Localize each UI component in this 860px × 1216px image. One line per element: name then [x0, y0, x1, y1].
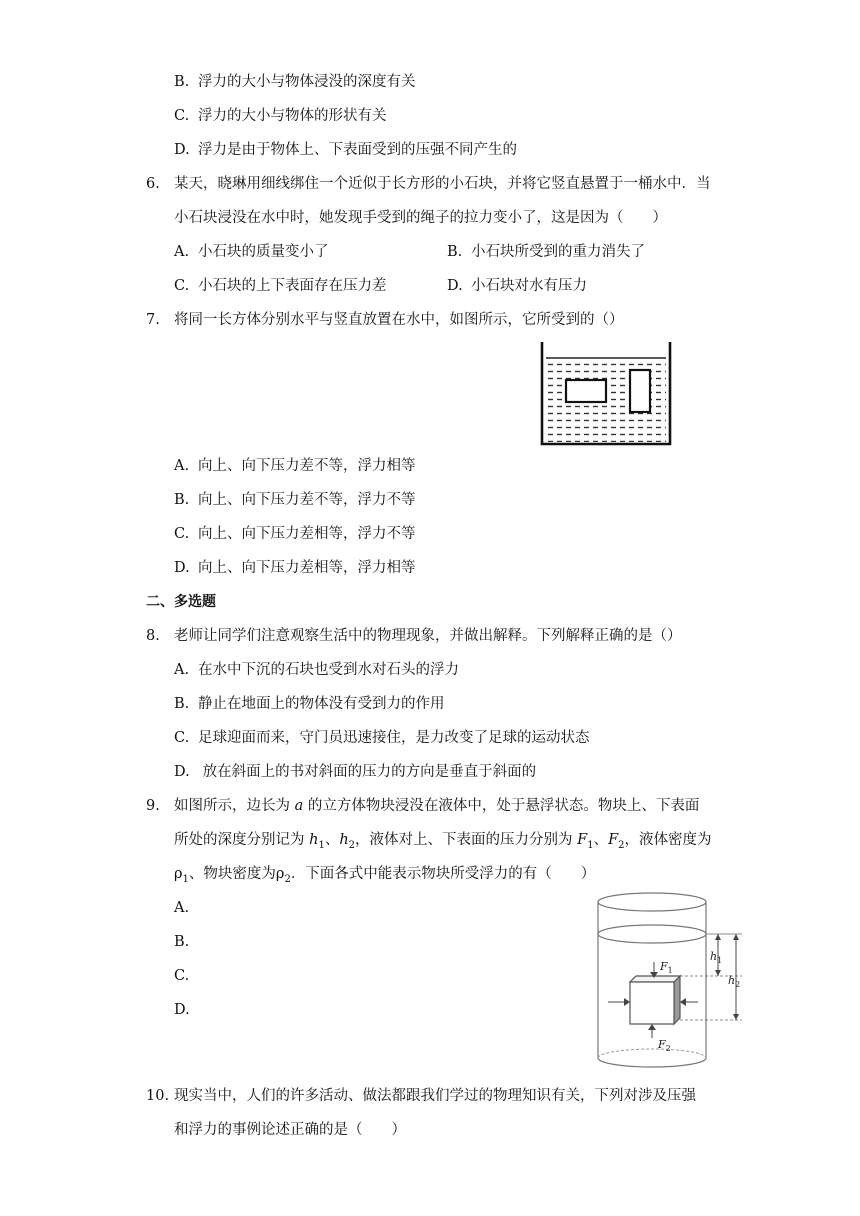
cube-top-face	[630, 976, 680, 982]
q5-option-c: C. 浮力的大小与物体的形状有关	[174, 108, 387, 124]
q8-option-b: B. 静止在地面上的物体没有受到力的作用	[174, 696, 445, 712]
q10-number: 10.	[146, 1088, 170, 1104]
q9-option-b: B.	[174, 934, 190, 950]
q8-option-c: C. 足球迎面而来，守门员迅速接住，是力改变了足球的运动状态	[174, 730, 590, 746]
q6-stem-line2: 小石块浸没在水中时，她发现手受到的绳子的拉力变小了，这是因为（ ）	[174, 210, 667, 226]
q9-stem-line2: 所处的深度分别记为 $h_1$、$h_2$，液体对上、下表面的压力分别为 $F_1$、$F_2$，液体密度为	[174, 832, 712, 851]
label-h1: $h_1$	[710, 950, 723, 965]
q10-stem-line1: 现实当中，人们的许多活动、做法都跟我们学过的物理知识有关，下列对涉及压强	[174, 1088, 696, 1104]
q7-option-a: A. 向上、向下压力差不等，浮力相等	[174, 458, 416, 474]
q6-option-d: D. 小石块对水有压力	[447, 278, 587, 294]
cube-front-face	[630, 982, 674, 1024]
q9-option-a: A.	[174, 900, 190, 916]
label-h2: $h_2$	[728, 974, 741, 989]
label-f1: $F_1$	[660, 960, 673, 975]
q9-number: 9.	[146, 798, 160, 814]
q8-number: 8.	[146, 628, 160, 644]
cylinder-top-rim	[598, 893, 706, 911]
horizontal-block	[566, 380, 606, 402]
q7-option-d: D. 向上、向下压力差相等，浮力相等	[174, 560, 416, 576]
liquid-surface	[598, 925, 706, 943]
q10-stem-line2: 和浮力的事例论述正确的是（ ）	[174, 1122, 406, 1138]
q6-number: 6.	[146, 176, 160, 192]
label-f2: $F_2$	[658, 1038, 671, 1053]
q6-option-b: B. 小石块所受到的重力消失了	[447, 244, 645, 260]
q8-option-a: A. 在水中下沉的石块也受到水对石头的浮力	[174, 662, 459, 678]
q7-number: 7.	[146, 312, 160, 328]
q8-option-d: D. 放在斜面上的书对斜面的压力的方向是垂直于斜面的	[174, 764, 537, 780]
q5-option-b: B. 浮力的大小与物体浸没的深度有关	[174, 74, 416, 90]
section-title-multiple-choice: 二、多选题	[146, 594, 216, 610]
q9-stem-line3: $\rho_1$、物块密度为$\rho_2$．下面各式中能表示物块所受浮力的有（ ）	[174, 866, 596, 885]
q8-stem: 老师让同学们注意观察生活中的物理现象，并做出解释。下列解释正确的是（）	[174, 628, 682, 644]
cube-side-face	[674, 976, 680, 1024]
q7-water-tank-figure	[538, 340, 674, 446]
q9-option-c: C.	[174, 968, 190, 984]
q9-stem-line1: 如图所示，边长为 a 的立方体物块浸没在液体中，处于悬浮状态。物块上、下表面	[174, 798, 700, 814]
q6-option-a: A. 小石块的质量变小了	[174, 244, 329, 260]
q6-option-c: C. 小石块的上下表面存在压力差	[174, 278, 387, 294]
q5-option-d: D. 浮力是由于物体上、下表面受到的压强不同产生的	[174, 142, 517, 158]
q7-option-c: C. 向上、向下压力差相等，浮力不等	[174, 526, 416, 542]
q7-stem: 将同一长方体分别水平与竖直放置在水中，如图所示，它所受到的（）	[174, 312, 624, 328]
q9-cube-in-liquid-figure	[594, 890, 754, 1072]
q7-option-b: B. 向上、向下压力差不等，浮力不等	[174, 492, 416, 508]
vertical-block	[630, 370, 650, 412]
cylinder-bottom	[598, 1058, 706, 1067]
q9-option-d: D.	[174, 1002, 190, 1018]
q6-stem-line1: 某天，晓琳用细线绑住一个近似于长方形的小石块，并将它竖直悬置于一桶水中．当	[174, 176, 711, 192]
